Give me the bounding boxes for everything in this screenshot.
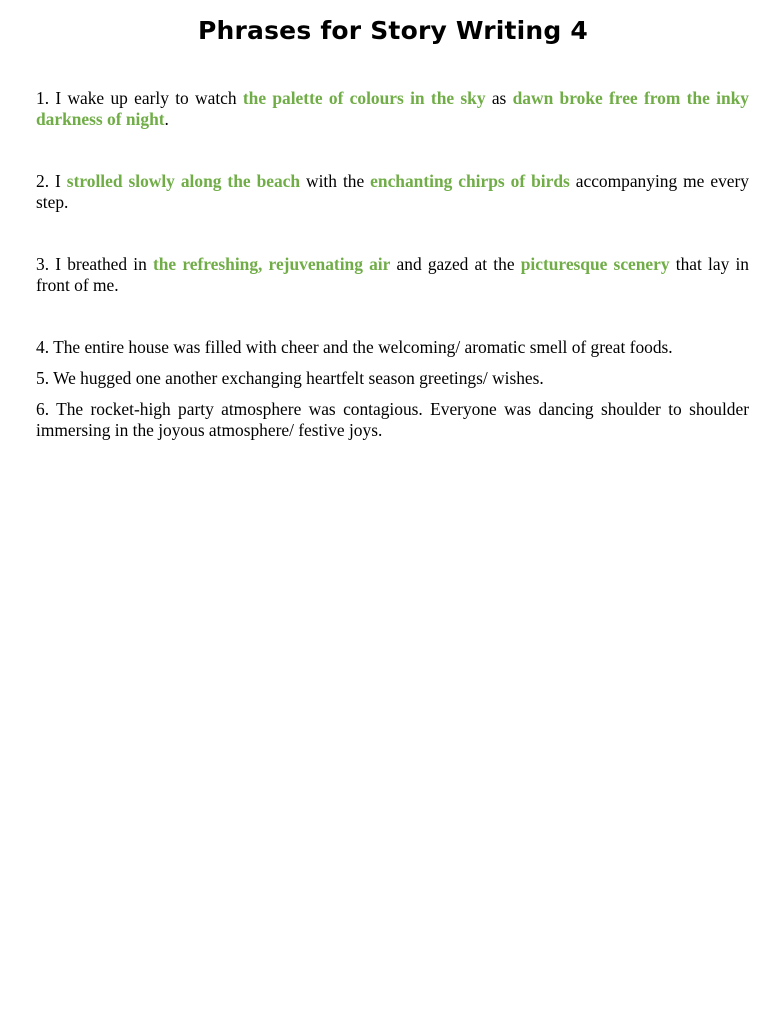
phrase-text: as [485,88,513,108]
highlighted-phrase: enchanting chirps of birds [370,171,570,191]
phrase-item-2 [36,171,749,213]
phrase-text: with the [300,171,371,191]
highlighted-phrase: strolled slowly along the beach [66,171,301,191]
phrase-text: and gazed at the [390,254,521,274]
highlighted-phrase: dawn broke free from the inky darkness of night [36,88,749,129]
highlighted-phrase: picturesque scenery [520,254,670,274]
highlighted-phrase: the palette of colours in the sky [242,88,486,108]
phrase-text: 2. I [36,171,67,191]
phrase-text: 3. I breathed in [36,254,153,274]
phrase-text: that lay in front of me. [36,254,749,295]
phrase-text: . [164,109,169,129]
page-title: Phrases for Story Writing 4 [197,16,589,45]
phrase-item-6: 6. The rocket-high party atmosphere was contagious. Everyone was dancing shoulder to shoulder immersing in the joyous atmosphere/ festive joys. [36,399,749,440]
phrase-text: 1. I wake up early to watch [36,88,243,108]
phrase-item-3 [36,254,749,296]
phrase-text: accompanying me every step. [36,171,749,212]
highlighted-phrase: the refreshing, rejuvenating air [152,254,391,274]
phrase-item-4: 4. The entire house was filled with cheer and the welcoming/ aromatic smell of great foods. [36,337,673,357]
phrase-item-5: 5. We hugged one another exchanging heartfelt season greetings/ wishes. [36,368,544,388]
phrase-item-1 [36,88,749,130]
